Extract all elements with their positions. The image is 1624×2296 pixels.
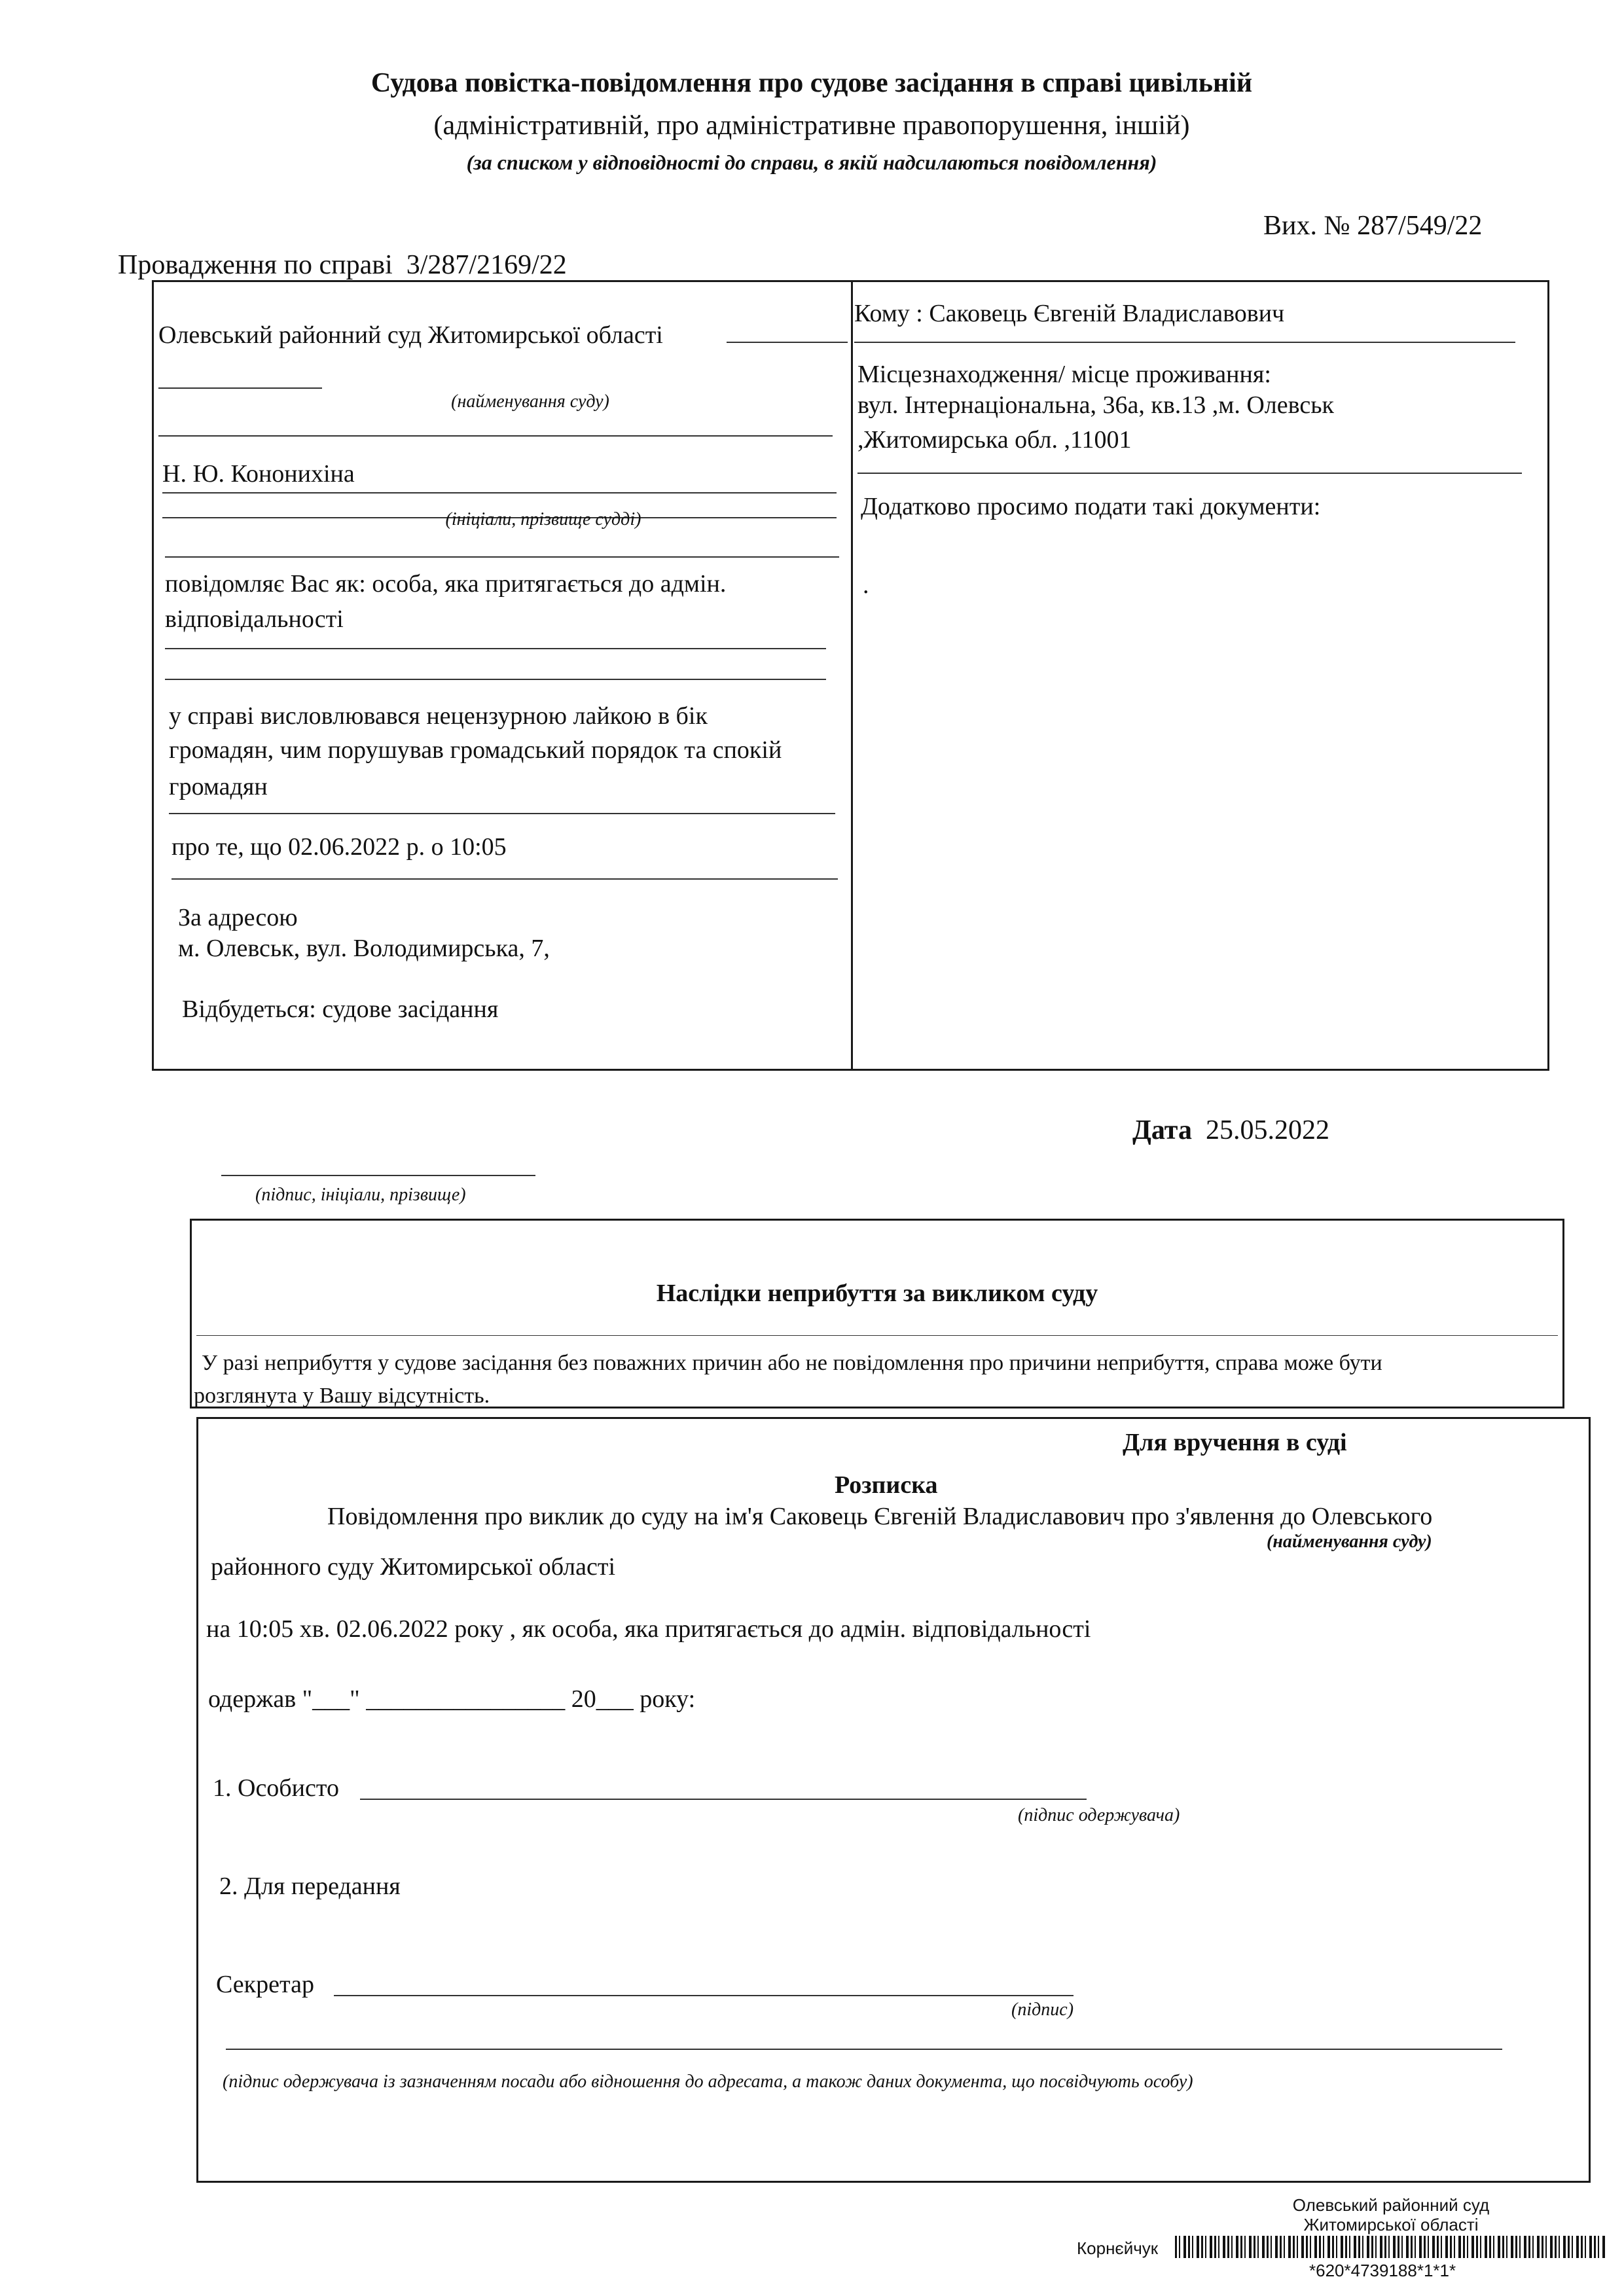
outgoing-value: 287/549/22 [1357,211,1483,241]
secretary-signature-line [334,1995,1074,1996]
case-value: 3/287/2169/22 [406,250,567,280]
judge-name: Н. Ю. Кононихіна [162,460,355,488]
case-description-line-3: громадян [169,773,268,800]
hearing-time: про те, що 02.06.2022 р. о 10:05 [171,833,507,861]
signature-line [221,1175,535,1176]
document-subtitle: (адміністративній, про адміністративне правопорушення, іншій) [433,111,1190,141]
receipt-line-3: на 10:05 хв. 02.06.2022 року , як особа, яка притягається до адмін. відповідальності [206,1615,1091,1643]
recipient-signature-caption: (підпис одержувача) [1018,1805,1180,1825]
case-description-line-1: у справі висловлювався нецензурною лайкою в бік [169,702,708,730]
recipient-name: Кому : Саковець Євгеній Владиславович [854,300,1285,327]
consequences-line-2: розглянута у Вашу відсутність. [194,1384,490,1408]
consequences-line-1: У разі неприбуття у судове засідання без поважних причин або не повідомлення про причини неприбуття, справа може бути [202,1351,1382,1375]
clerk-name: Корнєйчук [1077,2238,1159,2258]
stamp-line-2: Житомирської області [1303,2214,1479,2234]
recipient-address-line-2: ,Житомирська обл. ,11001 [857,426,1132,454]
secretary-label: Секретар [216,1971,314,1998]
personally-signature-line [360,1799,1087,1800]
date-label: Дата [1132,1115,1192,1145]
barcode-number: *620*4739188*1*1* [1309,2261,1456,2280]
receipt-line-2: районного суду Житомирської області [211,1553,616,1581]
transfer-label: 2. Для передання [219,1873,401,1900]
outgoing-number [1263,208,1482,244]
document-title: Судова повістка-повідомлення про судове засідання в справі цивільній [370,68,1253,98]
case-label: Провадження по справі [118,250,393,280]
receipt-received-line: одержав "___" ________________ 20___ року: [208,1685,696,1713]
court-caption: (найменування суду) [451,391,609,412]
notify-line-2: відповідальності [165,605,344,633]
recipient-address-line-1: вул. Інтернаціональна, 36а, кв.13 ,м. Олевськ [857,391,1334,419]
personally-label: 1. Особисто [213,1774,339,1802]
receipt-line-1: Повідомлення про виклик до суду на ім'я Саковець Євгеній Владиславович про з'явлення до Олевського [327,1503,1433,1530]
notify-line-1: повідомляє Вас як: особа, яка притягається до адмін. [165,570,727,598]
court-stamp [1244,2196,1538,2235]
receipt-title: Розписка [835,1471,938,1499]
receipt-court-caption: (найменування суду) [1267,1532,1432,1552]
court-name: Олевський районний суд Житомирської області [158,321,663,349]
barcode-icon [1175,2236,1607,2258]
event-type: Відбудеться: судове засідання [182,996,499,1023]
signature-caption: (підпис, ініціали, прізвище) [255,1185,466,1205]
outgoing-label: Вих. № [1263,211,1350,241]
court-address: м. Олевськ, вул. Володимирська, 7, [178,935,550,962]
date-value: 25.05.2022 [1205,1115,1329,1145]
stamp-line-1: Олевський районний суд [1292,2195,1490,2215]
case-number [118,247,567,283]
for-court-label: Для вручення в суді [1123,1429,1347,1456]
column-divider [851,280,853,1071]
consequences-box [190,1219,1564,1408]
case-description-line-2: громадян, чим порушував громадський порядок та спокій [169,736,782,764]
judge-caption: (ініціали, прізвище судді) [445,509,641,529]
address-label: За адресою [178,904,298,931]
secretary-signature-caption: (підпис) [1011,2000,1074,2020]
document-note: (за списком у відповідності до справи, в якій надсилаються повідомлення) [466,151,1157,174]
receipt-footer: (підпис одержувача із зазначенням посади або відношення до адресата, а також даних документа, що посвідчують особу) [223,2072,1193,2092]
location-label: Місцезнаходження/ місце проживання: [857,361,1271,388]
issue-date [1132,1113,1329,1149]
additional-documents: Додатково просимо подати такі документи: [861,493,1321,520]
consequences-title: Наслідки неприбуття за викликом суду [656,1280,1098,1307]
documents-placeholder: . [863,571,869,599]
